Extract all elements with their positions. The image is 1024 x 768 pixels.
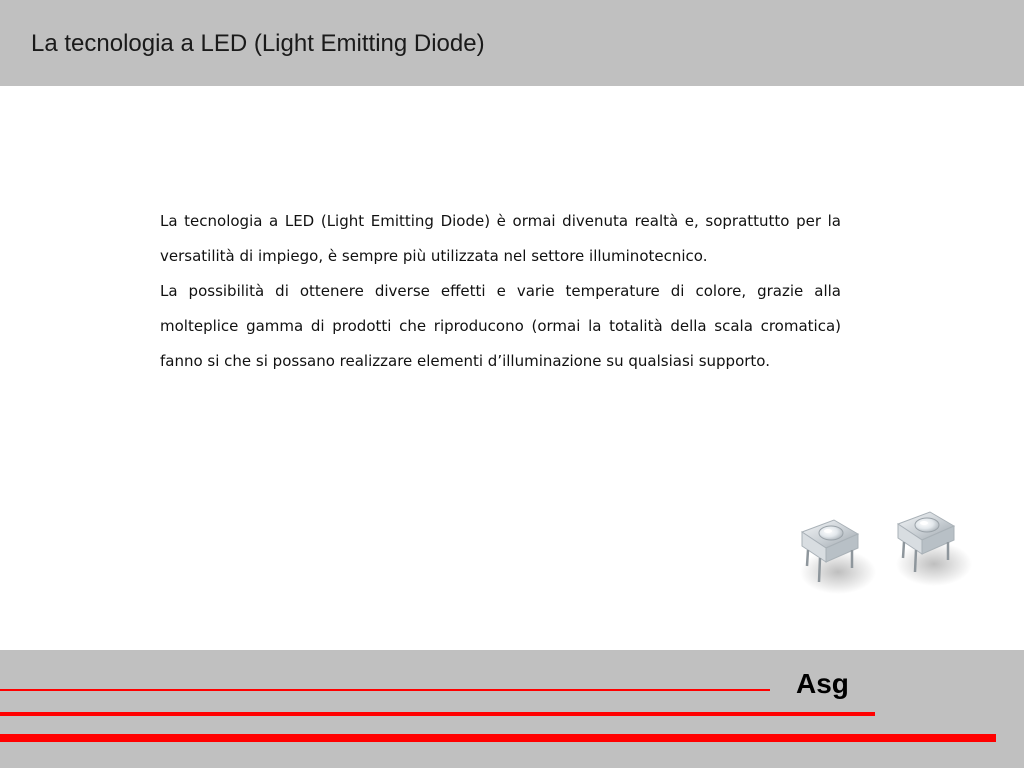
paragraph-possibilities: La possibilità di ottenere diverse effetti e varie temperature di colore, grazie alla molteplice gamma di prodotti che riproducono (ormai la totalità della scala cromatica) fanno si che si possano realizzare elementi d’illuminazione su qualsiasi supporto. <box>160 282 841 370</box>
body-text <box>160 204 841 379</box>
brand-logo: Asg <box>796 668 849 699</box>
footer-accent-line <box>0 689 770 691</box>
led-diode-icon <box>800 520 876 594</box>
header-bar <box>0 0 1024 86</box>
footer-accent-line <box>0 712 875 716</box>
paragraph-intro: La tecnologia a LED (Light Emitting Diode) è ormai divenuta realtà e, soprattutto per la versatilità di impiego, è sempre più utilizzata nel settore illuminotecnico. <box>160 212 841 265</box>
footer-bar <box>0 650 1024 768</box>
led-diode-icon <box>896 512 972 586</box>
led-illustration <box>790 500 990 600</box>
footer-accent-line <box>0 734 996 742</box>
slide-title: La tecnologia a LED (Light Emitting Diode) <box>31 30 485 57</box>
